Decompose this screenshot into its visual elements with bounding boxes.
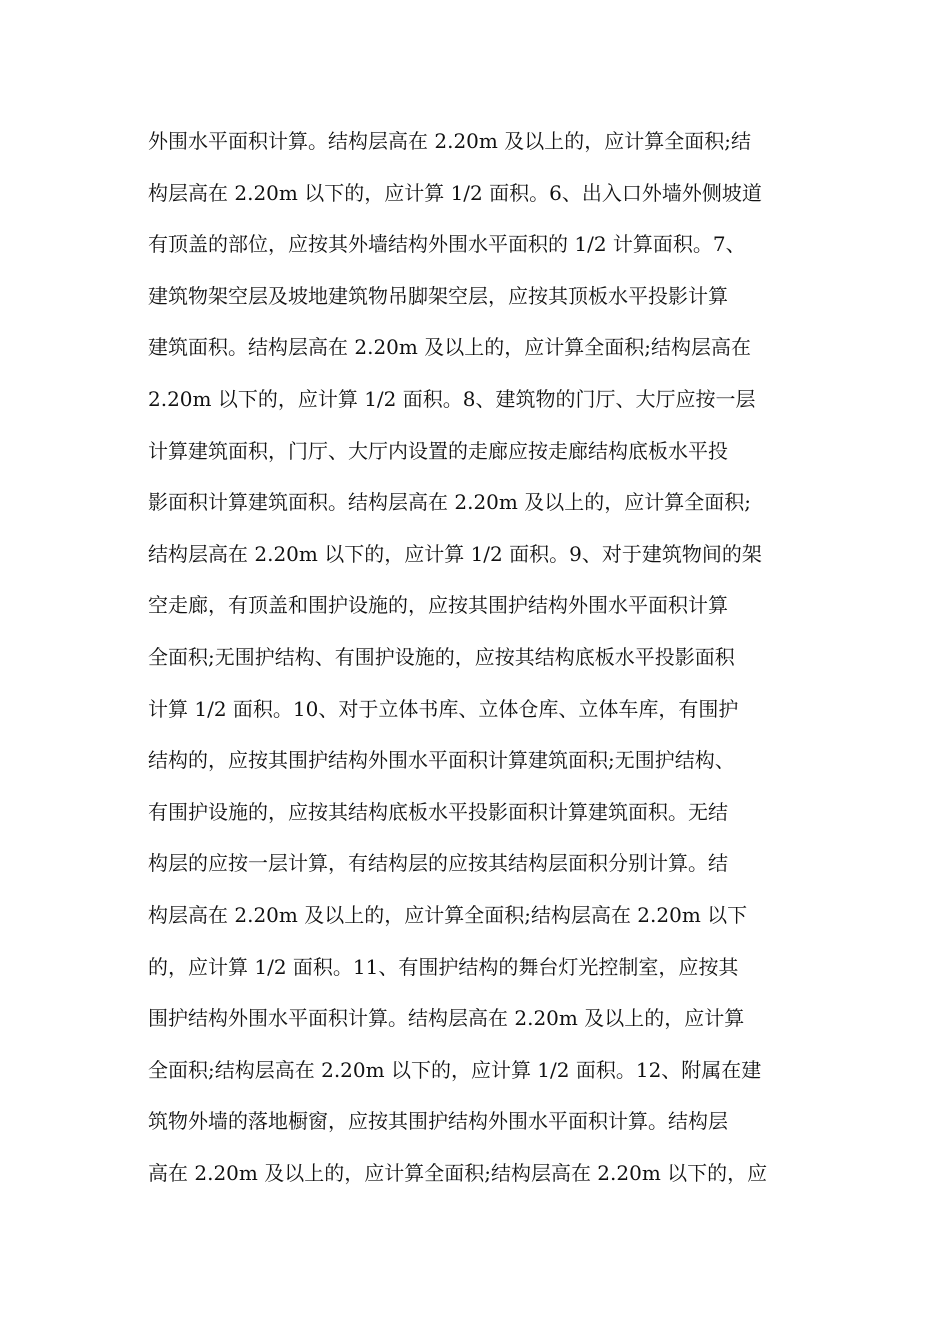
text-line-11: 全面积;无围护结构、有围护设施的，应按其结构底板水平投影面积 xyxy=(148,644,735,669)
text-line-10: 空走廊，有顶盖和围护设施的，应按其围护结构外围水平面积计算 xyxy=(148,593,728,618)
text-line-19: 全面积;结构层高在 2.20m 以下的，应计算 1/2 面积。12、附属在建 xyxy=(148,1057,762,1082)
text-line-1: 外围水平面积计算。结构层高在 2.20m 及以上的，应计算全面积;结 xyxy=(148,129,751,153)
text-line-3: 有顶盖的部位，应按其外墙结构外围水平面积的 1/2 计算面积。7、 xyxy=(148,232,746,257)
text-line-12: 计算 1/2 面积。10、对于立体书库、立体仓库、立体车库，有围护 xyxy=(148,696,739,721)
text-line-17: 的，应计算 1/2 面积。11、有围护结构的舞台灯光控制室，应按其 xyxy=(148,954,739,979)
text-line-13: 结构的，应按其围护结构外围水平面积计算建筑面积;无围护结构、 xyxy=(148,748,735,773)
text-line-4: 建筑物架空层及坡地建筑物吊脚架空层，应按其顶板水平投影计算 xyxy=(148,283,728,308)
text-line-18: 围护结构外围水平面积计算。结构层高在 2.20m 及以上的，应计算 xyxy=(148,1006,745,1031)
text-line-9: 结构层高在 2.20m 以下的，应计算 1/2 面积。9、对于建筑物间的架 xyxy=(148,541,762,566)
text-line-5: 建筑面积。结构层高在 2.20m 及以上的，应计算全面积;结构层高在 xyxy=(148,335,751,360)
text-line-2: 构层高在 2.20m 以下的，应计算 1/2 面积。6、出入口外墙外侧坡道 xyxy=(148,180,762,205)
text-line-20: 筑物外墙的落地橱窗，应按其围护结构外围水平面积计算。结构层 xyxy=(148,1109,728,1134)
text-line-21: 高在 2.20m 及以上的，应计算全面积;结构层高在 2.20m 以下的，应 xyxy=(148,1160,768,1185)
text-line-16: 构层高在 2.20m 及以上的，应计算全面积;结构层高在 2.20m 以下 xyxy=(148,902,748,927)
body-text xyxy=(148,116,808,1199)
text-line-6: 2.20m 以下的，应计算 1/2 面积。8、建筑物的门厅、大厅应按一层 xyxy=(148,386,756,411)
text-line-14: 有围护设施的，应按其结构底板水平投影面积计算建筑面积。无结 xyxy=(148,799,728,824)
text-line-15: 构层的应按一层计算，有结构层的应按其结构层面积分别计算。结 xyxy=(148,851,728,876)
text-line-8: 影面积计算建筑面积。结构层高在 2.20m 及以上的，应计算全面积; xyxy=(148,490,751,515)
text-line-7: 计算建筑面积，门厅、大厅内设置的走廊应按走廊结构底板水平投 xyxy=(148,438,728,463)
